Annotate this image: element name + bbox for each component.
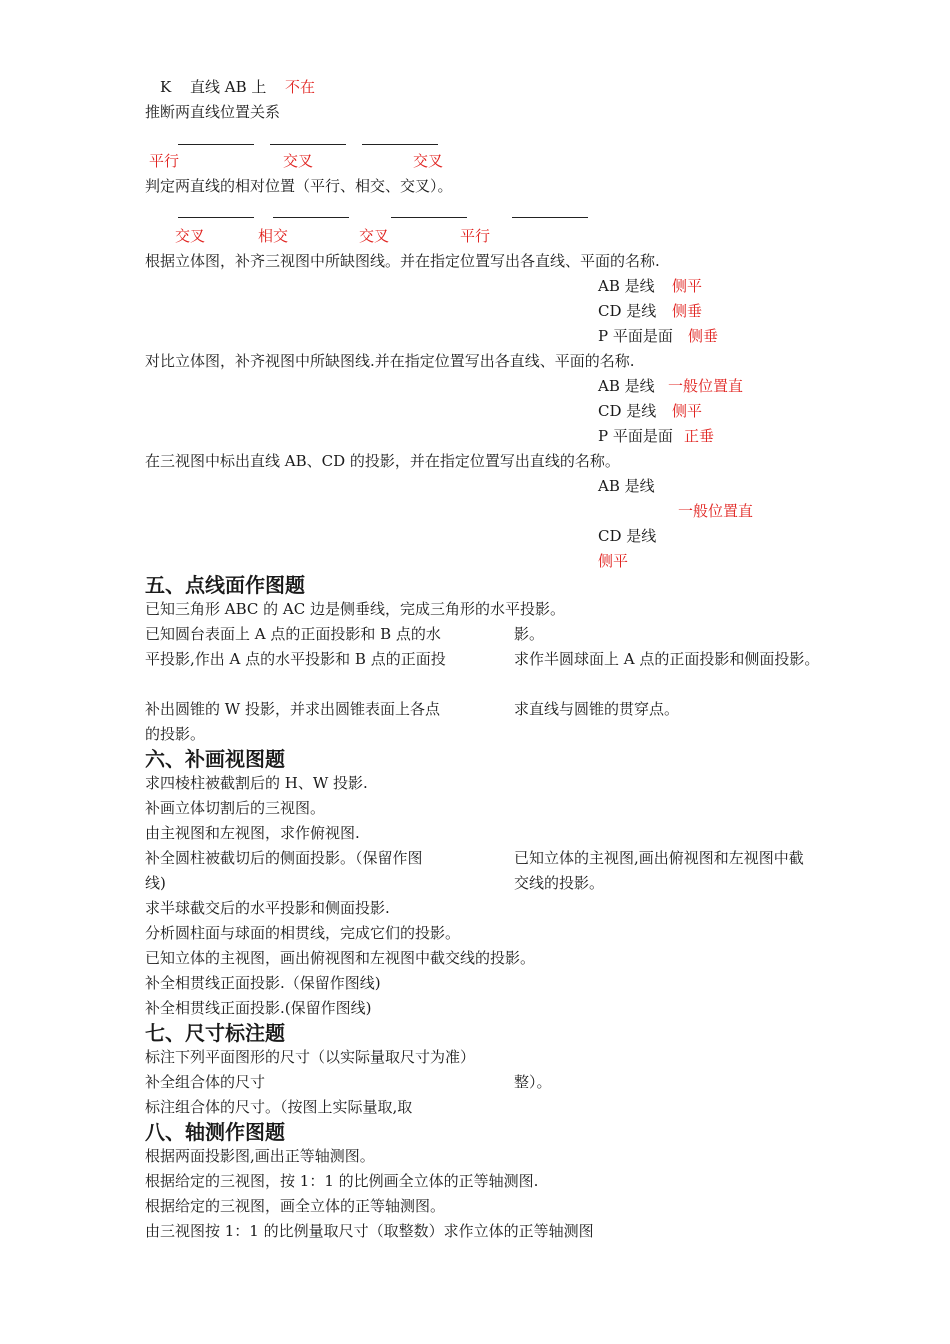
k-answer: 不在 (285, 78, 316, 96)
sec6-q3: 由主视图和左视图，求作俯视图. (145, 824, 360, 842)
names3-cd-label: CD 是线 (598, 527, 657, 545)
names2-ab-answer: 一般位置直 (668, 377, 744, 395)
answer-blank (391, 217, 467, 218)
answer-two-lines-2: 交叉 (283, 152, 314, 170)
answer-relative-4: 平行 (460, 227, 491, 245)
sec8-q4: 由三视图按 1：1 的比例量取尺寸（取整数）求作立体的正等轴测图 (145, 1222, 594, 1240)
sec6-q5-line2: 交线的投影。 (514, 874, 605, 892)
sec5-q2-line1: 已知圆台表面上 A 点的正面投影和 B 点的水 (145, 625, 441, 643)
sec5-q4-line2: 的投影。 (145, 725, 206, 743)
names1-p-label: P 平面是面 (598, 327, 673, 345)
question-names-2: 对比立体图，补齐视图中所缺图线.并在指定位置写出各直线、平面的名称. (145, 352, 635, 370)
sec6-q9: 补全相贯线正面投影.（保留作图线) (145, 974, 381, 992)
sec6-q4-line2: 线) (145, 874, 166, 892)
sec5-q2-right: 影。 (514, 625, 545, 643)
names3-ab-label: AB 是线 (598, 477, 655, 495)
section-7-heading: 七、尺寸标注题 (145, 1021, 285, 1045)
names1-cd-label: CD 是线 (598, 302, 657, 320)
names3-cd-answer: 侧平 (598, 552, 629, 570)
sec5-q1: 已知三角形 ABC 的 AC 边是侧垂线，完成三角形的水平投影。 (145, 600, 565, 618)
names1-cd-answer: 侧垂 (672, 302, 703, 320)
sec6-q5-line1: 已知立体的主视图,画出俯视图和左视图中截 (514, 849, 804, 867)
question-relative-position: 判定两直线的相对位置（平行、相交、交叉）。 (145, 177, 453, 195)
names2-p-label: P 平面是面 (598, 427, 673, 445)
sec6-q6: 求半球截交后的水平投影和侧面投影. (145, 899, 390, 917)
names1-p-answer: 侧垂 (688, 327, 719, 345)
answer-blank (512, 217, 588, 218)
answer-relative-1: 交叉 (175, 227, 206, 245)
answer-blank (178, 217, 254, 218)
names2-p-answer: 正垂 (684, 427, 715, 445)
names3-ab-answer: 一般位置直 (678, 502, 754, 520)
sec5-q5: 求直线与圆锥的贯穿点。 (514, 700, 680, 718)
sec6-q8: 已知立体的主视图，画出俯视图和左视图中截交线的投影。 (145, 949, 536, 967)
answer-blank (273, 217, 349, 218)
sec8-q1: 根据两面投影图,画出正等轴测图。 (145, 1147, 375, 1165)
sec7-q4: 标注组合体的尺寸。（按图上实际量取,取 (145, 1098, 413, 1116)
answer-relative-3: 交叉 (359, 227, 390, 245)
answer-two-lines-3: 交叉 (413, 152, 444, 170)
section-6-heading: 六、补画视图题 (145, 747, 285, 771)
names2-ab-label: AB 是线 (598, 377, 655, 395)
point-k-label: K (160, 78, 172, 96)
sec8-q3: 根据给定的三视图，画全立体的正等轴测图。 (145, 1197, 446, 1215)
sec6-q4-line1: 补全圆柱被截切后的侧面投影。（保留作图 (145, 849, 423, 867)
section-8-heading: 八、轴测作图题 (145, 1120, 285, 1144)
question-two-lines: 推断两直线位置关系 (145, 103, 281, 121)
sec7-q1: 标注下列平面图形的尺寸（以实际量取尺寸为准） (145, 1048, 476, 1066)
sec5-q2-line2: 平投影,作出 A 点的水平投影和 B 点的正面投 (145, 650, 446, 668)
section-5-heading: 五、点线面作图题 (145, 573, 305, 597)
sec6-q1: 求四棱柱被截割后的 H、W 投影. (145, 774, 368, 792)
sec5-q3: 求作半圆球面上 A 点的正面投影和侧面投影。 (514, 650, 820, 668)
names1-ab-answer: 侧平 (672, 277, 703, 295)
sec7-q2: 补全组合体的尺寸 (145, 1073, 266, 1091)
sec7-q3-right: 整）。 (514, 1073, 552, 1091)
answer-blank (362, 144, 438, 145)
sec5-q4-line1: 补出圆锥的 W 投影，并求出圆锥表面上各点 (145, 700, 440, 718)
sec6-q2: 补画立体切割后的三视图。 (145, 799, 326, 817)
names2-cd-label: CD 是线 (598, 402, 657, 420)
answer-blank (270, 144, 346, 145)
sec6-q10: 补全相贯线正面投影.(保留作图线) (145, 999, 372, 1017)
answer-blank (178, 144, 254, 145)
names2-cd-answer: 侧平 (672, 402, 703, 420)
question-names-3: 在三视图中标出直线 AB、CD 的投影，并在指定位置写出直线的名称。 (145, 452, 620, 470)
question-names-1: 根据立体图，补齐三视图中所缺图线。并在指定位置写出各直线、平面的名称. (145, 252, 660, 270)
sec6-q7: 分析圆柱面与球面的相贯线，完成它们的投影。 (145, 924, 461, 942)
names1-ab-label: AB 是线 (598, 277, 655, 295)
answer-relative-2: 相交 (258, 227, 289, 245)
answer-two-lines-1: 平行 (149, 152, 180, 170)
sec8-q2: 根据给定的三视图，按 1：1 的比例画全立体的正等轴测图. (145, 1172, 539, 1190)
line-ab-text: 直线 AB 上 (190, 78, 267, 96)
